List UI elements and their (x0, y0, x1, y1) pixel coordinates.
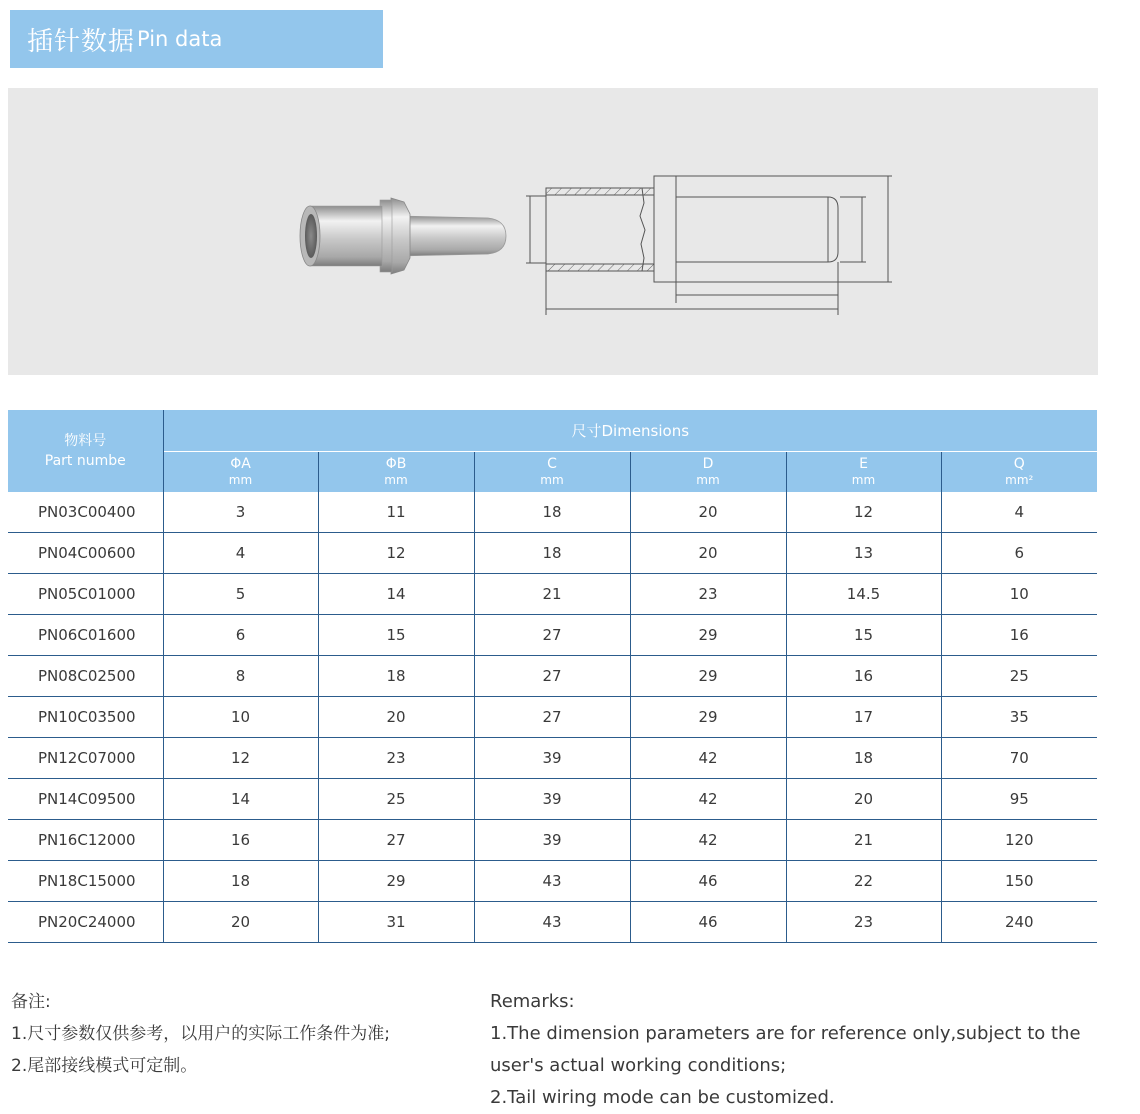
remarks-cn-line: 1.尺寸参数仅供参考，以用户的实际工作条件为准; (11, 1024, 390, 1044)
dim-c-cell: 39 (474, 738, 630, 779)
cross-section-cell: 35 (941, 697, 1097, 738)
dim-a-cell: 20 (163, 902, 318, 943)
part-number-header (8, 410, 163, 492)
dim-b-cell: 29 (318, 861, 474, 902)
dim-c-cell: 39 (474, 820, 630, 861)
cross-section-cell: 4 (941, 492, 1097, 533)
column-label: E (859, 456, 868, 472)
dim-c-cell: 21 (474, 574, 630, 615)
column-unit: mm (540, 473, 564, 487)
dim-b-cell: 12 (318, 533, 474, 574)
dim-a-cell: 8 (163, 656, 318, 697)
column-unit: mm (228, 473, 253, 487)
column-label: Q (1013, 456, 1025, 472)
dim-b-cell: 14 (318, 574, 474, 615)
cross-section-cell: 70 (941, 738, 1097, 779)
cross-section-cell: 150 (941, 861, 1097, 902)
dim-a-cell: 14 (163, 779, 318, 820)
part-number-cell: PN08C02500 (8, 656, 163, 697)
remarks-cn (11, 986, 451, 1082)
dim-e-cell: 16 (786, 656, 941, 697)
part-number-cell: PN05C01000 (8, 574, 163, 615)
table-row (8, 820, 1097, 861)
dim-c-cell: 18 (474, 533, 630, 574)
dim-d-cell: 23 (630, 574, 786, 615)
dim-a-cell: 18 (163, 861, 318, 902)
dim-e-cell: 21 (786, 820, 941, 861)
pin-figure-panel (8, 88, 1098, 375)
remarks-en-line: 2.Tail wiring mode can be customized. (490, 1087, 835, 1108)
dim-e-cell: 17 (786, 697, 941, 738)
cross-section-cell: 240 (941, 902, 1097, 943)
column-header-e (786, 452, 941, 493)
part-number-cell: PN10C03500 (8, 697, 163, 738)
part-number-cell: PN14C09500 (8, 779, 163, 820)
dim-b-cell: 11 (318, 492, 474, 533)
part-number-cell: PN20C24000 (8, 902, 163, 943)
dim-d-cell: 20 (630, 533, 786, 574)
section-title-en: Pin data (137, 27, 223, 51)
dim-e-cell: 13 (786, 533, 941, 574)
table-row (8, 861, 1097, 902)
dim-c-cell: 18 (474, 492, 630, 533)
dim-a-cell: 12 (163, 738, 318, 779)
dim-b-cell: 18 (318, 656, 474, 697)
dim-e-cell: 20 (786, 779, 941, 820)
dim-c-cell: 27 (474, 656, 630, 697)
dim-d-cell: 29 (630, 697, 786, 738)
dim-c-cell: 27 (474, 615, 630, 656)
pin-data-table (8, 410, 1097, 943)
table-row (8, 656, 1097, 697)
table-row (8, 574, 1097, 615)
dim-e-cell: 14.5 (786, 574, 941, 615)
column-label: D (702, 456, 714, 472)
remarks-cn-title: 备注: (11, 992, 51, 1012)
column-unit: mm² (1005, 473, 1034, 487)
dim-d-cell: 42 (630, 738, 786, 779)
table-row (8, 533, 1097, 574)
dim-c-cell: 27 (474, 697, 630, 738)
dim-b-cell: 20 (318, 697, 474, 738)
dim-b-cell: 23 (318, 738, 474, 779)
dim-a-cell: 10 (163, 697, 318, 738)
dim-e-cell: 18 (786, 738, 941, 779)
dim-d-cell: 42 (630, 820, 786, 861)
dim-b-cell: 27 (318, 820, 474, 861)
dim-e-cell: 12 (786, 492, 941, 533)
part-number-cell: PN12C07000 (8, 738, 163, 779)
dim-a-cell: 3 (163, 492, 318, 533)
pin-drawing (526, 176, 892, 315)
part-number-header-en: Part numbe (44, 453, 126, 469)
dim-b-cell: 15 (318, 615, 474, 656)
dim-a-cell: 16 (163, 820, 318, 861)
pin-render (300, 198, 506, 274)
part-number-header-cn: 物料号 (64, 433, 107, 449)
dim-a-cell: 6 (163, 615, 318, 656)
dim-d-cell: 46 (630, 861, 786, 902)
column-label: C (547, 456, 557, 472)
remarks-en-line: 1.The dimension parameters are for reference only,subject to the (490, 1023, 1081, 1044)
cross-section-cell: 16 (941, 615, 1097, 656)
dim-d-cell: 29 (630, 615, 786, 656)
cross-section-cell: 25 (941, 656, 1097, 697)
dimensions-header: 尺寸Dimensions (163, 410, 1097, 452)
dim-c-cell: 39 (474, 779, 630, 820)
dim-e-cell: 15 (786, 615, 941, 656)
remarks-en-title: Remarks: (490, 991, 575, 1012)
dim-a-cell: 4 (163, 533, 318, 574)
column-label: ΦB (385, 456, 407, 472)
column-label: ΦA (230, 456, 251, 472)
pin-figure (8, 88, 1098, 375)
part-number-cell: PN06C01600 (8, 615, 163, 656)
column-unit: mm (696, 473, 720, 487)
section-title-cn: 插针数据 (27, 26, 136, 57)
cross-section-cell: 120 (941, 820, 1097, 861)
remarks-en (490, 986, 1090, 1114)
cross-section-cell: 10 (941, 574, 1097, 615)
column-unit: mm (851, 473, 876, 487)
dim-d-cell: 46 (630, 902, 786, 943)
dim-b-cell: 31 (318, 902, 474, 943)
dim-e-cell: 23 (786, 902, 941, 943)
dim-d-cell: 29 (630, 656, 786, 697)
part-number-cell: PN18C15000 (8, 861, 163, 902)
part-number-cell: PN04C00600 (8, 533, 163, 574)
remarks-en-line: user's actual working conditions; (490, 1055, 787, 1076)
column-header-a (163, 452, 318, 493)
column-header-q (941, 452, 1097, 493)
section-title (10, 10, 383, 68)
column-header-d (630, 452, 786, 493)
dim-e-cell: 22 (786, 861, 941, 902)
table-row (8, 697, 1097, 738)
part-number-cell: PN03C00400 (8, 492, 163, 533)
part-number-cell: PN16C12000 (8, 820, 163, 861)
table-row (8, 902, 1097, 943)
dim-c-cell: 43 (474, 902, 630, 943)
column-unit: mm (384, 473, 408, 487)
table-row (8, 615, 1097, 656)
cross-section-cell: 95 (941, 779, 1097, 820)
table-row (8, 738, 1097, 779)
column-header-c (474, 452, 630, 493)
table-row (8, 779, 1097, 820)
dim-c-cell: 43 (474, 861, 630, 902)
column-header-b (318, 452, 474, 493)
dim-b-cell: 25 (318, 779, 474, 820)
dim-d-cell: 42 (630, 779, 786, 820)
cross-section-cell: 6 (941, 533, 1097, 574)
dim-a-cell: 5 (163, 574, 318, 615)
remarks-cn-line: 2.尾部接线模式可定制。 (11, 1056, 198, 1076)
table-row (8, 492, 1097, 533)
dim-d-cell: 20 (630, 492, 786, 533)
pin-data-rows (8, 492, 1097, 943)
